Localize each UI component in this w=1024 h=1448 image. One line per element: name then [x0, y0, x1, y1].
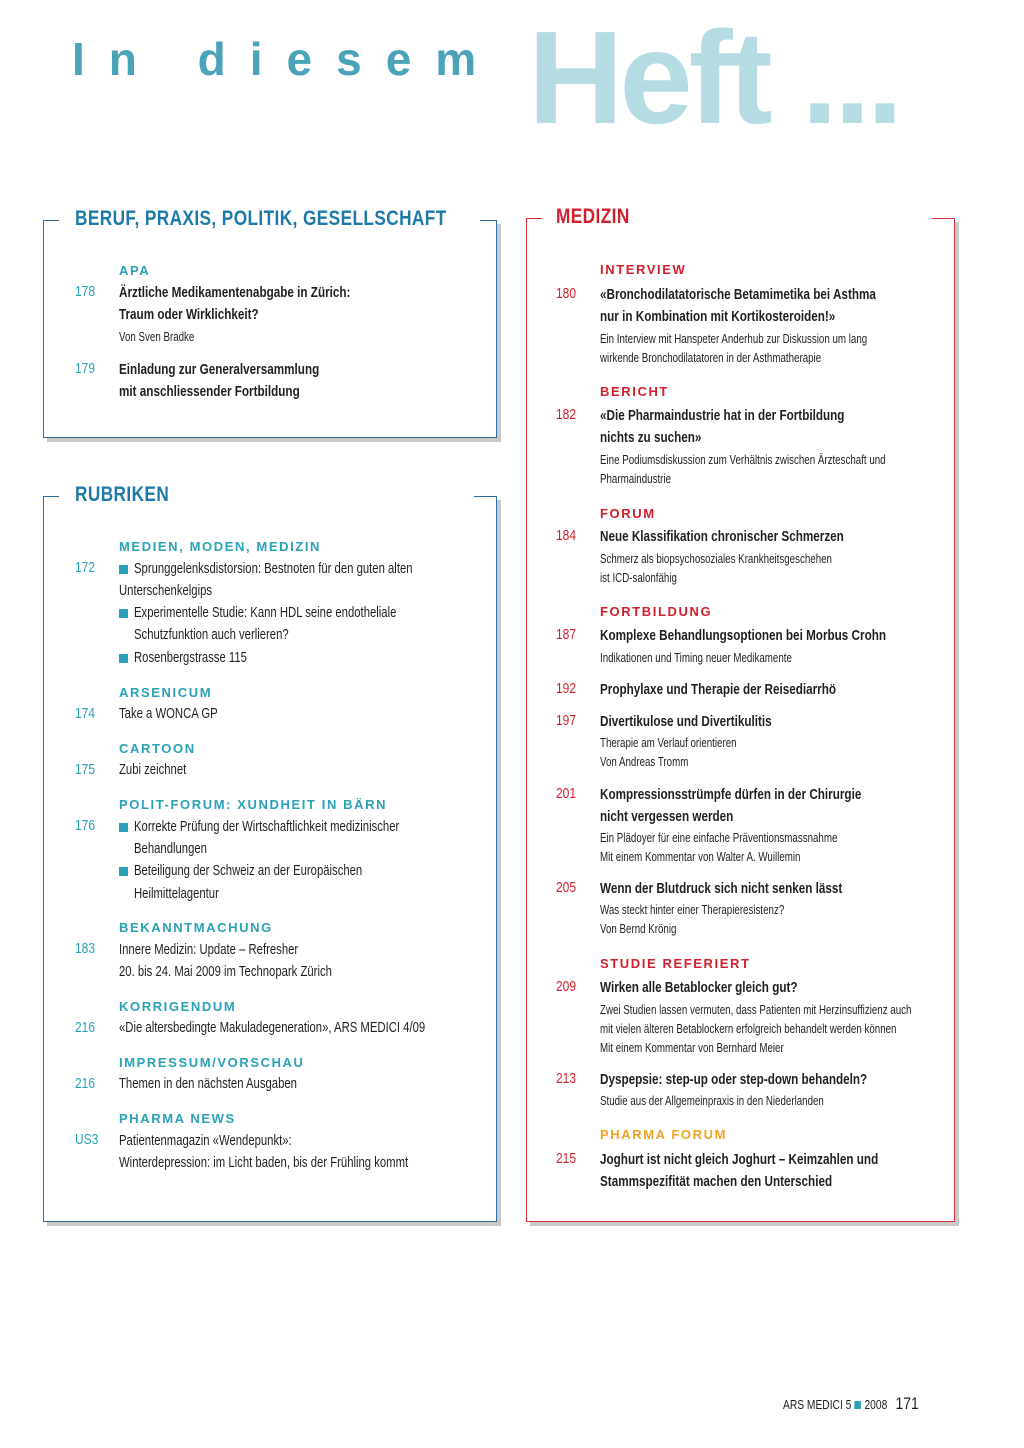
article-author: Von Andreas Tromm [600, 755, 689, 769]
article-title: Divertikulose und Divertikulitis [600, 713, 772, 730]
rubrik-text: Innere Medizin: Update – Refresher [119, 942, 299, 958]
article-title: nur in Kombination mit Kortikosteroiden!» [600, 308, 836, 325]
article-title: mit anschliessender Fortbildung [119, 383, 300, 400]
rubrik-text: Zubi zeichnet [119, 762, 187, 778]
rubrik-text: 20. bis 24. Mai 2009 im Technopark Zürich [119, 964, 332, 980]
rubrik-text: «Die altersbedingte Makuladegeneration», ARS MEDICI 4/09 [119, 1020, 426, 1036]
page-number: 179 [75, 360, 96, 377]
article-title: Joghurt ist nicht gleich Joghurt – Keimzahlen und [600, 1151, 879, 1168]
footer-year: 2008 [864, 1398, 888, 1412]
section-title-beruf: BERUF, PRAXIS, POLITIK, GESELLSCHAFT [75, 207, 447, 230]
article-author: Von Sven Bradke [119, 330, 195, 344]
article-subtitle: Pharmaindustrie [600, 472, 671, 486]
article-subtitle: Schmerz als biopsychosoziales Krankheitsgeschehen [600, 552, 832, 566]
footer-square [855, 1401, 862, 1409]
bullet-square [119, 823, 128, 832]
rubrik-text: Heilmittelagentur [134, 886, 219, 902]
article-author: Mit einem Kommentar von Bernhard Meier [600, 1041, 784, 1055]
category-forum: FORUM [600, 506, 656, 521]
page-number: 175 [75, 761, 96, 778]
section-box-beruf [43, 220, 497, 438]
article-title: Dyspepsie: step-up oder step-down behandeln? [600, 1071, 868, 1088]
page-number: 213 [556, 1070, 577, 1087]
rubrik-text: Experimentelle Studie: Kann HDL seine endotheliale [134, 605, 397, 621]
page-number: 184 [556, 527, 577, 544]
page-number: 216 [75, 1019, 96, 1036]
page-number: 201 [556, 785, 577, 802]
rubrik-text: Korrekte Prüfung der Wirtschaftlichkeit medizinischer [134, 819, 400, 835]
category-arsenicum: ARSENICUM [119, 685, 213, 700]
page-number: 183 [75, 940, 96, 957]
category-medien: MEDIEN, MODEN, MEDIZIN [119, 539, 322, 554]
article-subtitle: Eine Podiumsdiskussion zum Verhältnis zwischen Ärzteschaft und [600, 453, 886, 467]
article-title: «Bronchodilatatorische Betamimetika bei Asthma [600, 286, 876, 303]
article-title: «Die Pharmaindustrie hat in der Fortbildung [600, 407, 845, 424]
article-subtitle: Ein Interview mit Hanspeter Anderhub zur Diskussion um lang [600, 332, 868, 346]
article-title: Traum oder Wirklichkeit? [119, 306, 259, 323]
category-polit-forum: POLIT-FORUM: XUNDHEIT IN BÄRN [119, 797, 388, 812]
article-title: Ärztliche Medikamentenabgabe in Zürich: [119, 284, 351, 301]
bullet-square [119, 654, 128, 663]
article-title: Prophylaxe und Therapie der Reisediarrhö [600, 681, 837, 698]
page-number: 172 [75, 559, 96, 576]
rubrik-text: Rosenbergstrasse 115 [134, 650, 247, 666]
page-footer [783, 1395, 919, 1412]
article-subtitle: Indikationen und Timing neuer Medikamente [600, 651, 792, 665]
footer-journal: ARS MEDICI 5 [783, 1398, 852, 1412]
page-number: 176 [75, 817, 96, 834]
page-number: 182 [556, 406, 577, 423]
article-title: Wirken alle Betablocker gleich gut? [600, 979, 798, 996]
article-subtitle: wirkende Bronchodilatatoren in der Asthmatherapie [600, 351, 822, 365]
page-number: 180 [556, 285, 577, 302]
page-number: 209 [556, 978, 577, 995]
article-subtitle: Studie aus der Allgemeinpraxis in den Niederlanden [600, 1094, 824, 1108]
article-subtitle: Was steckt hinter einer Therapieresistenz? [600, 903, 785, 917]
category-studie-referiert: STUDIE REFERIERT [600, 956, 751, 971]
bullet-square [119, 867, 128, 876]
article-subtitle: Zwei Studien lassen vermuten, dass Patienten mit Herzinsuffizienz auch [600, 1003, 912, 1017]
category-korrigendum: KORRIGENDUM [119, 999, 237, 1014]
article-title: Wenn der Blutdruck sich nicht senken lässt [600, 880, 843, 897]
category-interview: INTERVIEW [600, 262, 687, 277]
category-impressum: IMPRESSUM/VORSCHAU [119, 1055, 305, 1070]
rubrik-text: Schutzfunktion auch verlieren? [134, 627, 289, 643]
section-title-medizin: MEDIZIN [556, 205, 630, 228]
page-number: 192 [556, 680, 577, 697]
rubrik-text: Beteiligung der Schweiz an der Europäischen [134, 863, 363, 879]
footer-page-number: 171 [895, 1394, 919, 1413]
article-title: Einladung zur Generalversammlung [119, 361, 320, 378]
category-bekanntmachung: BEKANNTMACHUNG [119, 920, 273, 935]
article-subtitle: Therapie am Verlauf orientieren [600, 736, 737, 750]
rubrik-text: Behandlungen [134, 841, 207, 857]
article-title: Kompressionsstrümpfe dürfen in der Chirurgie [600, 786, 862, 803]
page-number: 178 [75, 283, 96, 300]
article-author: Von Bernd Krönig [600, 922, 677, 936]
article-subtitle: ist ICD-salonfähig [600, 571, 677, 585]
rubrik-text: Take a WONCA GP [119, 706, 218, 722]
rubrik-text: Unterschenkelgips [119, 583, 213, 599]
section-title-rubriken: RUBRIKEN [75, 483, 170, 506]
rubrik-text: Sprunggelenksdistorsion: Bestnoten für den guten alten [134, 561, 413, 577]
rubrik-text: Winterdepression: im Licht baden, bis der Frühling kommt [119, 1155, 409, 1171]
article-title: nicht vergessen werden [600, 808, 734, 825]
header-in-diesem: In diesem [72, 33, 501, 85]
page-number: 174 [75, 705, 96, 722]
bullet-square [119, 609, 128, 618]
page-number: 205 [556, 879, 577, 896]
article-author: Mit einem Kommentar von Walter A. Wuillemin [600, 850, 801, 864]
page-number: 215 [556, 1150, 577, 1167]
rubrik-text: Themen in den nächsten Ausgaben [119, 1076, 297, 1092]
article-title: Komplexe Behandlungsoptionen bei Morbus Crohn [600, 627, 887, 644]
page-number: 187 [556, 626, 577, 643]
category-pharma-forum: PHARMA FORUM [600, 1127, 728, 1142]
article-title: Neue Klassifikation chronischer Schmerzen [600, 528, 844, 545]
article-subtitle: Ein Plädoyer für eine einfache Präventionsmassnahme [600, 831, 838, 845]
article-subtitle: mit vielen älteren Betablockern erfolgreich behandelt werden können [600, 1022, 897, 1036]
article-title: nichts zu suchen» [600, 429, 702, 446]
page-number: 197 [556, 712, 577, 729]
bullet-square [119, 565, 128, 574]
page-number: US3 [75, 1131, 99, 1148]
rubrik-text: Patientenmagazin «Wendepunkt»: [119, 1133, 292, 1149]
category-pharma-news: PHARMA NEWS [119, 1111, 236, 1126]
category-apa: APA [119, 263, 151, 278]
category-fortbildung: FORTBILDUNG [600, 604, 713, 619]
article-title: Stammspezifität machen den Unterschied [600, 1173, 833, 1190]
category-bericht: BERICHT [600, 384, 669, 399]
page-number: 216 [75, 1075, 96, 1092]
category-cartoon: CARTOON [119, 741, 196, 756]
header-heft: Heft ... [528, 4, 900, 151]
